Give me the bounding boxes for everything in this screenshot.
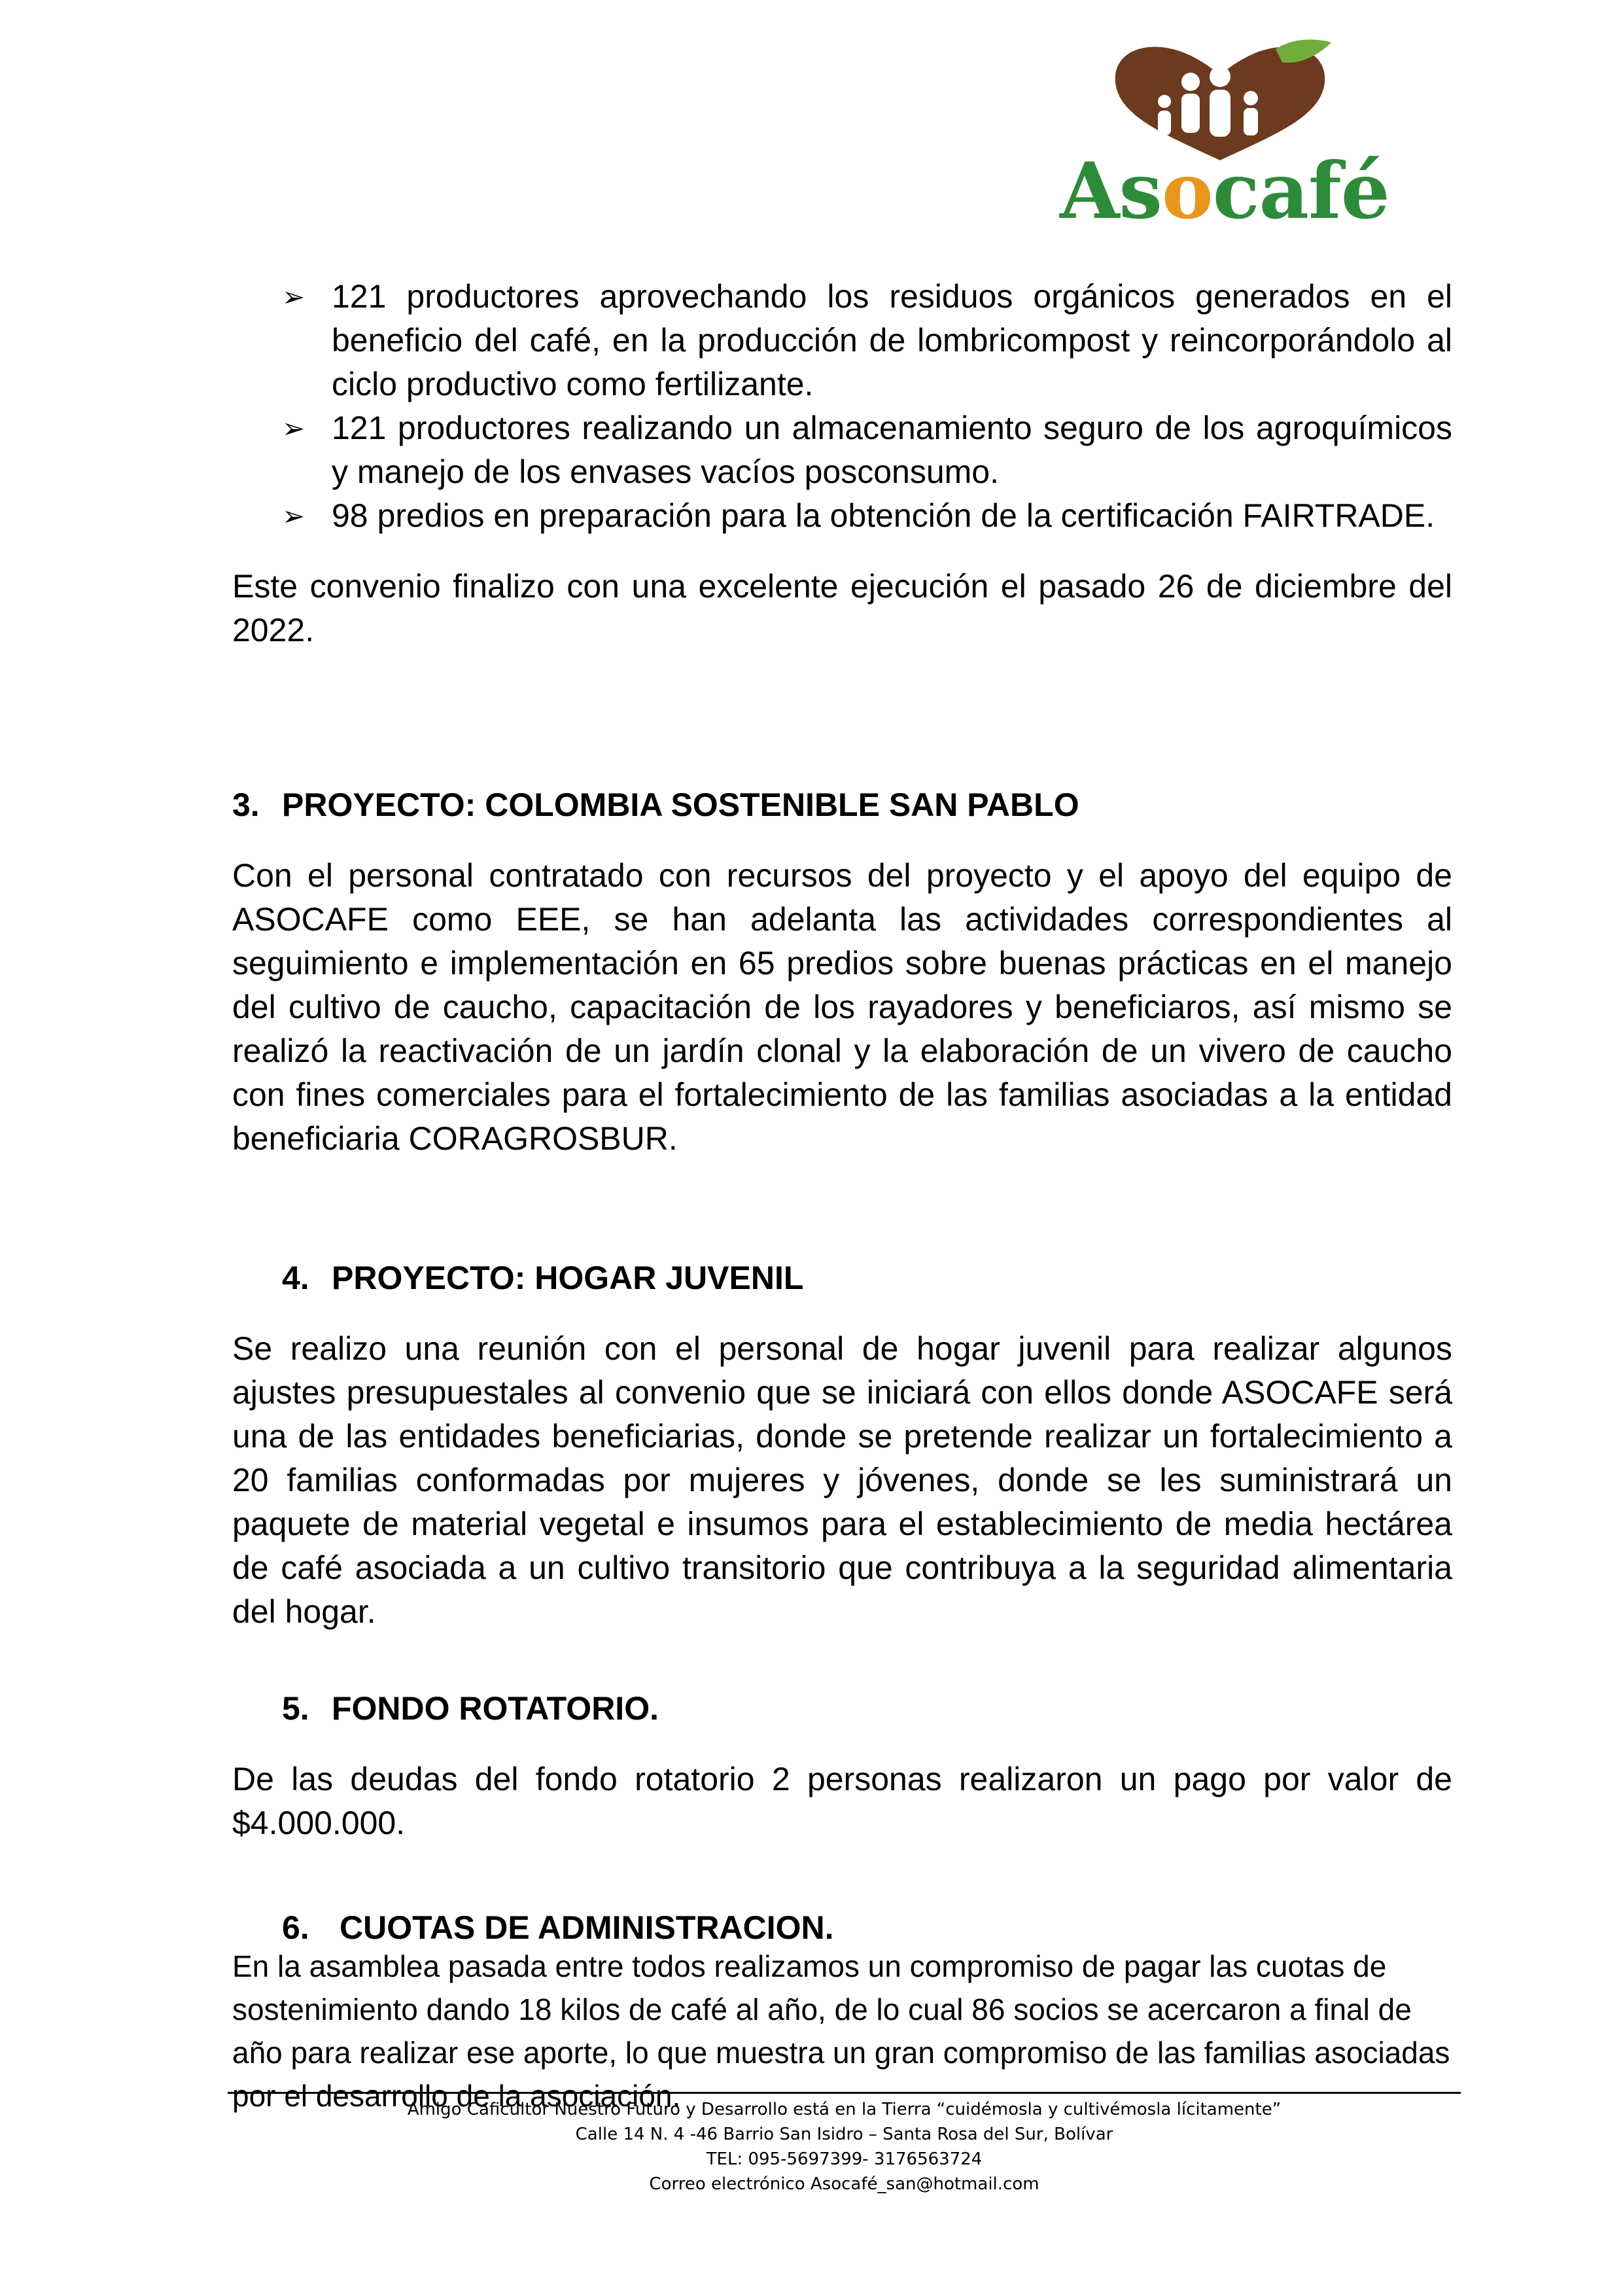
asocafe-logo [1060,36,1389,245]
arrow-bullet-icon: ➢ [282,413,305,444]
arrow-bullet-icon: ➢ [282,501,305,531]
section-6 [232,1911,1452,2117]
section-4-heading: 4. PROYECTO: HOGAR JUVENIL [282,1260,804,1296]
document-body [232,275,1452,2117]
logo-text-as: As [1060,145,1162,236]
convenio-paragraph: Este convenio finalizo con una excelente ejecución el pasado 26 de diciembre del 2022. [232,568,1452,648]
section-6-heading: 6. CUOTAS DE ADMINISTRACION. [282,1909,834,1946]
list-item: ➢ 121 productores aprovechando los residuos orgánicos generados en el beneficio del café, en la producción de lombricompost y reincorporándolo al ciclo productivo como fertilizante. [232,275,1452,406]
section-4-body: Se realizo una reunión con el personal de hogar juvenil para realizar algunos ajustes presupuestales al convenio que se iniciará con ellos donde ASOCAFE será una de las entidades beneficiarias, donde se pretende realizar un fortalecimiento a 20 familias conformadas por mujeres y jóvenes, donde se les suministrará un paquete de material vegetal e insumos para el establecimiento de media hectárea de café asociada a un cultivo transitorio que contribuya a la seguridad alimentaria del hogar. [232,1330,1452,1630]
section-6-body: En la asamblea pasada entre todos realizamos un compromiso de pagar las cuotas de sostenimiento dando 18 kilos de café al año, de lo cual 86 socios se acercaron a final de año para realizar ese aporte, lo que muestra un gran compromiso de las familias asociadas por el desarrollo de la asociación. [232,1949,1450,2113]
footer [228,2097,1461,2197]
section-5-body: De las deudas del fondo rotatorio 2 personas realizaron un pago por valor de $4.000.000. [232,1761,1452,1841]
footer-slogan: Amigo Caficultor Nuestro Futuro y Desarrollo está en la Tierra “cuidémosla y cultivémosla lícitamente” [407,2100,1282,2119]
results-list [232,275,1452,538]
footer-divider [228,2092,1461,2094]
logo-coffee-bean: o [1162,145,1213,236]
list-item: ➢ 98 predios en preparación para la obtención de la certificación FAIRTRADE. [232,494,1452,538]
section-5-heading: 5. FONDO ROTATORIO. [282,1690,659,1727]
logo-wordmark [1060,145,1389,236]
list-item: ➢ 121 productores realizando un almacenamiento seguro de los agroquímicos y manejo de los envases vacíos posconsumo. [232,406,1452,494]
footer-phone: TEL: 095-5697399- 3176563724 [706,2149,983,2169]
section-3-body: Con el personal contratado con recursos del proyecto y el apoyo del equipo de ASOCAFE como EEE, se han adelanta las actividades correspondientes al seguimiento e implementación en 65 predios sobre buenas prácticas en el manejo del cultivo de caucho, capacitación de los rayadores y beneficiaros, así mismo se realizó la reactivación de un jardín clonal y la elaboración de un vivero de caucho con fines comerciales para el fortalecimiento de las familias asociadas a la entidad beneficiaria CORAGROSBUR. [232,857,1452,1157]
logo-text-cafe: café [1212,145,1389,236]
footer-email: Correo electrónico Asocafé_san@hotmail.com [649,2174,1039,2194]
footer-address: Calle 14 N. 4 -46 Barrio San Isidro – Santa Rosa del Sur, Bolívar [575,2125,1113,2144]
arrow-bullet-icon: ➢ [282,281,305,312]
section-3-heading: 3. PROYECTO: COLOMBIA SOSTENIBLE SAN PABLO [232,786,1079,823]
